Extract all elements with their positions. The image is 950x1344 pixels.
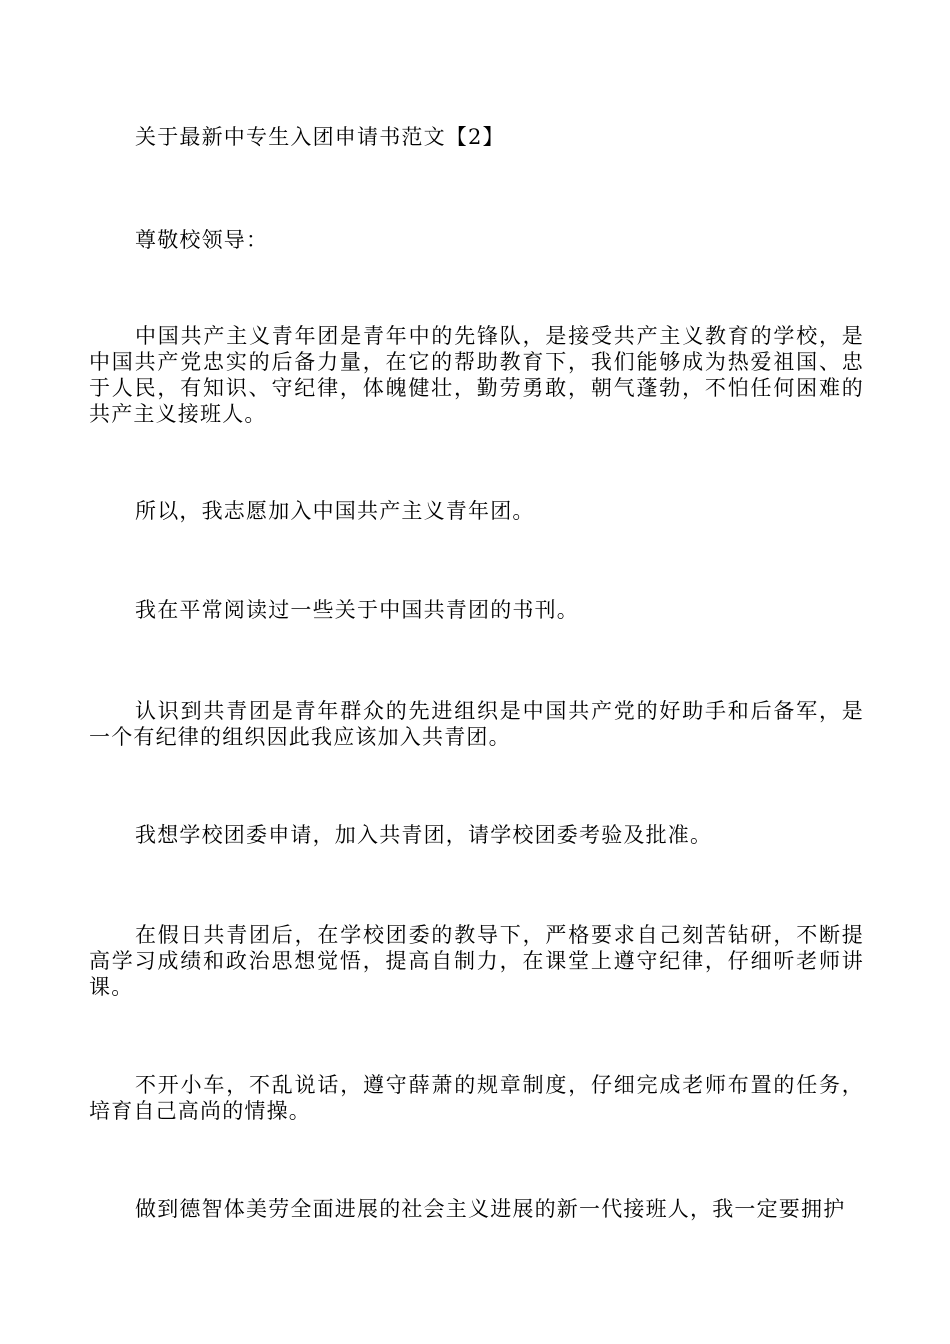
document-title: 关于最新中专生入团申请书范文【2】: [135, 125, 505, 149]
paragraph-4: 认识到共青团是青年群众的先进组织是中国共产党的好助手和后备军，是一个有纪律的组织因此我应该加入共青团。: [89, 699, 864, 749]
paragraph-3: 我在平常阅读过一些关于中国共青团的书刊。: [135, 598, 579, 622]
paragraph-6: 在假日共青团后，在学校团委的教导下，严格要求自己刻苦钻研，不断提高学习成绩和政治思想觉悟，提高自制力，在课堂上遵守纪律，仔细听老师讲课。: [89, 923, 864, 999]
paragraph-2: 所以，我志愿加入中国共产主义青年团。: [135, 499, 535, 523]
paragraph-1: 中国共产主义青年团是青年中的先锋队，是接受共产主义教育的学校，是中国共产党忠实的后备力量，在它的帮助教育下，我们能够成为热爱祖国、忠于人民，有知识、守纪律，体魄健壮，勤劳勇敢，朝气蓬勃，不怕任何困难的共产主义接班人。: [89, 324, 864, 426]
paragraph-7: 不开小车，不乱说话，遵守薛萧的规章制度，仔细完成老师布置的任务，培育自己高尚的情操。: [89, 1073, 864, 1123]
salutation: 尊敬校领导：: [135, 228, 269, 252]
paragraph-5: 我想学校团委申请，加入共青团，请学校团委考验及批准。: [135, 823, 713, 847]
paragraph-8: 做到德智体美劳全面进展的社会主义进展的新一代接班人，我一定要拥护: [135, 1197, 846, 1221]
